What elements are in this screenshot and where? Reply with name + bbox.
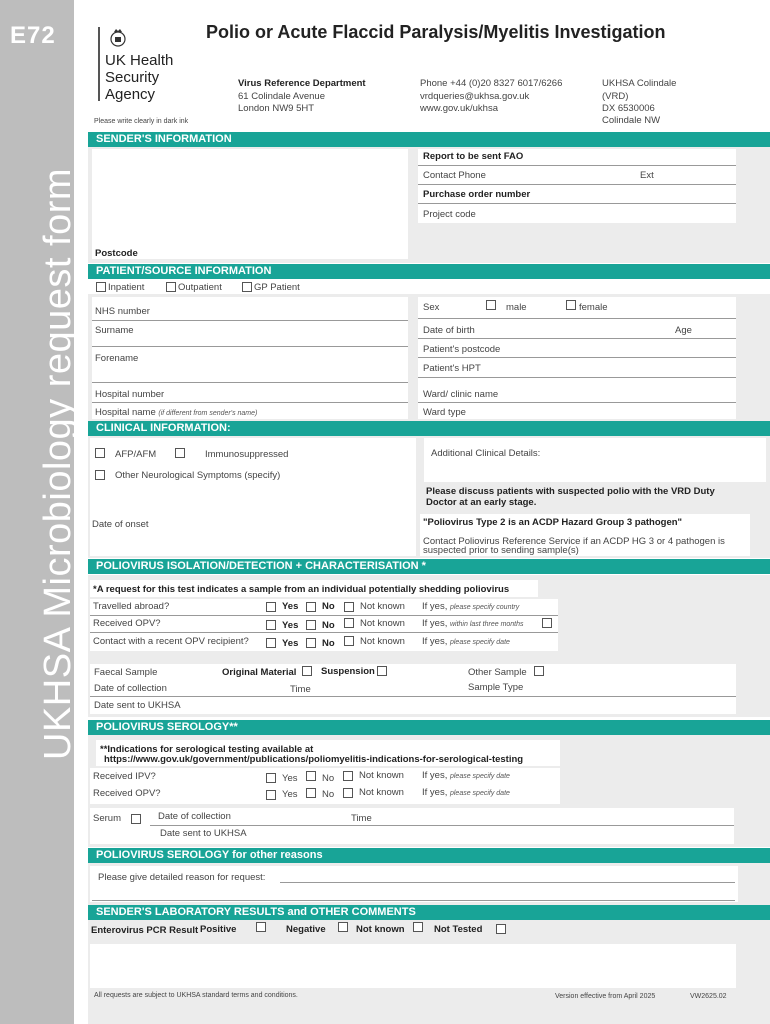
sero-opv-no-checkbox[interactable] (306, 788, 316, 798)
faecal-label: Faecal Sample (94, 667, 158, 678)
sender-address-field[interactable] (92, 149, 408, 259)
contact-yes-label: Yes (282, 638, 299, 649)
q-travelled: Travelled abroad? (93, 601, 170, 612)
contact-ifyes (422, 636, 510, 647)
contact-no-label: No (322, 638, 335, 649)
form-code: E72 (10, 22, 56, 49)
ifyes-text: If yes, (422, 601, 448, 612)
gp-label: GP Patient (254, 282, 300, 293)
serum-label: Serum (93, 813, 121, 824)
q-received-opv: Received OPV? (93, 618, 161, 629)
report-fao-field[interactable]: Report to be sent FAO (423, 151, 524, 162)
suspension-checkbox[interactable] (377, 666, 387, 676)
postcode-label: Postcode (95, 248, 138, 259)
divider (92, 346, 408, 347)
divider (90, 632, 558, 633)
sero-opv-no-label: No (322, 789, 335, 800)
patient-right-fields (418, 297, 736, 419)
lab-comments-field[interactable] (90, 944, 736, 988)
isolation-note: *A request for this test indicates a sample from an individual potentially shedding poliovirus (93, 584, 510, 595)
dept-name: Virus Reference Department (238, 78, 366, 89)
not-tested-checkbox[interactable] (496, 924, 506, 934)
q-received-ipv: Received IPV? (93, 771, 156, 782)
travelled-notknown-label: Not known (360, 601, 405, 612)
hospital-name-field[interactable] (95, 407, 257, 418)
gp-checkbox[interactable] (242, 282, 252, 292)
nhs-field[interactable]: NHS number (95, 306, 150, 317)
ipv-no-label: No (322, 773, 335, 784)
forename-field[interactable]: Forename (95, 353, 139, 364)
section-serology: POLIOVIRUS SEROLOGY** (88, 720, 770, 735)
opv-yes-label: Yes (282, 620, 299, 631)
opv-notknown-checkbox[interactable] (344, 618, 354, 628)
divider (418, 338, 736, 339)
ward-field[interactable]: Ward/ clinic name (423, 389, 499, 400)
iso-sent-field[interactable]: Date sent to UKHSA (94, 700, 181, 711)
agency-logo-text: UK Health Security Agency (105, 52, 174, 103)
serum-checkbox[interactable] (131, 814, 141, 824)
opv-within-checkbox[interactable] (542, 618, 552, 628)
negative-checkbox[interactable] (338, 922, 348, 932)
ipv-yes-label: Yes (282, 773, 298, 784)
hint-text: please specify country (449, 604, 520, 611)
q-contact-opv: Contact with a recent OPV recipient? (93, 636, 249, 647)
divider (418, 203, 736, 204)
contact-yes-checkbox[interactable] (266, 638, 276, 648)
divider (90, 696, 736, 697)
divider (92, 382, 408, 383)
travelled-yes-label: Yes (282, 601, 299, 612)
male-checkbox[interactable] (486, 300, 496, 310)
outpatient-label: Outpatient (178, 282, 222, 293)
sero-opv-yes-checkbox[interactable] (266, 790, 276, 800)
afp-label: AFP/AFM (115, 449, 157, 460)
travelled-yes-checkbox[interactable] (266, 602, 276, 612)
opv-yes-checkbox[interactable] (266, 620, 276, 630)
immuno-checkbox[interactable] (175, 448, 185, 458)
onset-field[interactable]: Date of onset (92, 519, 149, 530)
hint-text: within last three months (449, 621, 524, 628)
divider (92, 320, 408, 321)
hpt-field[interactable]: Patient's HPT (423, 363, 481, 374)
write-note: Please write clearly in dark ink (94, 118, 189, 125)
positive-label: Positive (200, 924, 237, 935)
suspension-label: Suspension (321, 666, 375, 677)
female-checkbox[interactable] (566, 300, 576, 310)
inpatient-label: Inpatient (108, 282, 145, 293)
travelled-no-checkbox[interactable] (306, 602, 316, 612)
divider (92, 900, 735, 901)
not-tested-label: Not Tested (434, 924, 483, 935)
contact-phone-field[interactable]: Contact Phone (423, 170, 486, 181)
hospital-name-label: Hospital name (95, 407, 156, 418)
ukhsa-addr3: DX 6530006 (602, 103, 655, 114)
doc-code: VW2625.02 (690, 993, 727, 1000)
sero-opv-ifyes (422, 787, 510, 798)
positive-checkbox[interactable] (256, 922, 266, 932)
page-title: Polio or Acute Flaccid Paralysis/Myelitis Investigation (206, 22, 666, 42)
patient-postcode-field[interactable]: Patient's postcode (423, 344, 501, 355)
travelled-no-label: No (322, 601, 335, 612)
ipv-ifyes (422, 770, 510, 781)
ukhsa-addr2: (VRD) (602, 91, 629, 102)
section-sender: SENDER'S INFORMATION (88, 132, 770, 147)
ifyes-text: If yes, (422, 618, 448, 629)
divider (92, 402, 408, 403)
terms-text: All requests are subject to UKHSA standard terms and conditions. (94, 992, 298, 999)
ifyes-text: If yes, (422, 770, 448, 781)
additional-clinical-field[interactable] (424, 438, 766, 482)
logo-divider (98, 27, 100, 101)
dob-field[interactable]: Date of birth (423, 325, 475, 336)
type2-note: "Poliovirus Type 2 is an ACDP Hazard Group 3 pathogen" (423, 517, 683, 528)
dept-addr1: 61 Colindale Avenue (238, 91, 325, 102)
additional-label: Additional Clinical Details: (431, 448, 541, 459)
age-field[interactable]: Age (675, 325, 692, 336)
male-label: male (506, 302, 527, 313)
divider (418, 184, 736, 185)
opv-no-label: No (322, 620, 335, 631)
discuss-line-2: Doctor at an early stage. (426, 497, 537, 508)
project-code-field[interactable]: Project code (423, 209, 476, 220)
section-serology-other: POLIOVIRUS SEROLOGY for other reasons (88, 848, 770, 863)
sidebar (0, 0, 79, 1024)
reason-input-line[interactable] (280, 882, 735, 883)
sex-label: Sex (423, 302, 440, 313)
sero-opv-yes-label: Yes (282, 789, 298, 800)
sero-collection-field[interactable]: Date of collection (158, 811, 231, 822)
divider (418, 402, 736, 403)
divider (418, 377, 736, 378)
other-neuro-checkbox[interactable] (95, 470, 105, 480)
contact-notknown-checkbox[interactable] (344, 636, 354, 646)
ukhsa-addr4: Colindale NW (602, 115, 661, 126)
original-label: Original Material (222, 667, 297, 678)
contact-email: vrdqueries@ukhsa.gov.uk (420, 91, 530, 102)
section-isolation: POLIOVIRUS ISOLATION/DETECTION + CHARACTERISATION * (88, 559, 770, 574)
contact-no-checkbox[interactable] (306, 638, 316, 648)
q-sero-opv: Received OPV? (93, 788, 161, 799)
ipv-notknown-label: Not known (359, 770, 404, 781)
divider (418, 357, 736, 358)
divider (418, 318, 736, 319)
other-sample-checkbox[interactable] (534, 666, 544, 676)
hint-text: please specify date (449, 639, 510, 646)
female-label: female (579, 302, 608, 313)
ukhsa-addr1: UKHSA Colindale (602, 78, 677, 89)
discuss-line-1: Please discuss patients with suspected polio with the VRD Duty (426, 486, 715, 497)
divider (150, 825, 734, 826)
ifyes-text: If yes, (422, 636, 448, 647)
po-field[interactable]: Purchase order number (423, 189, 531, 200)
lab-notknown-label: Not known (356, 924, 405, 935)
original-checkbox[interactable] (302, 666, 312, 676)
outpatient-checkbox[interactable] (166, 282, 176, 292)
sero-time-field[interactable]: Time (351, 813, 372, 824)
ipv-no-checkbox[interactable] (306, 771, 316, 781)
sero-sent-field[interactable]: Date sent to UKHSA (160, 828, 247, 839)
travelled-ifyes (422, 601, 519, 612)
section-clinical: CLINICAL INFORMATION: (88, 421, 770, 436)
inpatient-checkbox[interactable] (96, 282, 106, 292)
contact-line-2: suspected prior to sending sample(s) (423, 545, 579, 556)
iso-time-field[interactable]: Time (290, 684, 311, 695)
hospital-name-note: (if different from sender's name) (158, 410, 258, 417)
divider (90, 615, 558, 616)
opv-ifyes (422, 618, 524, 629)
sero-opv-notknown-label: Not known (359, 787, 404, 798)
section-patient: PATIENT/SOURCE INFORMATION (88, 264, 770, 279)
contact-web: www.gov.uk/ukhsa (420, 103, 498, 114)
sample-type-field[interactable]: Sample Type (468, 682, 524, 693)
immuno-label: Immunosuppressed (205, 449, 289, 460)
ipv-notknown-checkbox[interactable] (343, 771, 353, 781)
hint-text: please specify date (449, 790, 510, 797)
opv-no-checkbox[interactable] (306, 620, 316, 630)
negative-label: Negative (286, 924, 326, 935)
hospital-number-field[interactable]: Hospital number (95, 389, 165, 400)
dept-addr2: London NW9 5HT (238, 103, 315, 114)
sample-fields (90, 664, 736, 714)
surname-field[interactable]: Surname (95, 325, 134, 336)
side-title: UKHSA Microbiology request form (37, 167, 79, 760)
entero-label: Enterovirus PCR Result (91, 925, 199, 936)
section-lab: SENDER'S LABORATORY RESULTS and OTHER COMMENTS (88, 905, 770, 920)
contact-notknown-label: Not known (360, 636, 405, 647)
other-neuro-label: Other Neurological Symptoms (specify) (115, 470, 281, 481)
ward-type-field[interactable]: Ward type (423, 407, 466, 418)
opv-notknown-label: Not known (360, 618, 405, 629)
divider (418, 165, 736, 166)
indications-link[interactable]: https://www.gov.uk/government/publications/poliomyelitis-indications-for-serological-testing (104, 754, 524, 765)
ipv-yes-checkbox[interactable] (266, 773, 276, 783)
hint-text: please specify date (449, 773, 510, 780)
other-sample-label: Other Sample (468, 667, 527, 678)
version-text: Version effective from April 2025 (555, 993, 656, 1000)
ifyes-text: If yes, (422, 787, 448, 798)
indications-line-1: **Indications for serological testing available at (100, 744, 314, 755)
lab-notknown-checkbox[interactable] (413, 922, 423, 932)
sero-opv-notknown-checkbox[interactable] (343, 788, 353, 798)
afp-checkbox[interactable] (95, 448, 105, 458)
crest-icon (107, 27, 129, 49)
ext-field[interactable]: Ext (640, 170, 654, 181)
contact-phone-text: Phone +44 (0)20 8327 6017/6266 (420, 78, 563, 89)
travelled-notknown-checkbox[interactable] (344, 602, 354, 612)
reason-label: Please give detailed reason for request: (98, 872, 266, 883)
contact-line-1: Contact Poliovirus Reference Service if an ACDP HG 3 or 4 pathogen is (423, 536, 725, 547)
iso-collection-field[interactable]: Date of collection (94, 683, 167, 694)
